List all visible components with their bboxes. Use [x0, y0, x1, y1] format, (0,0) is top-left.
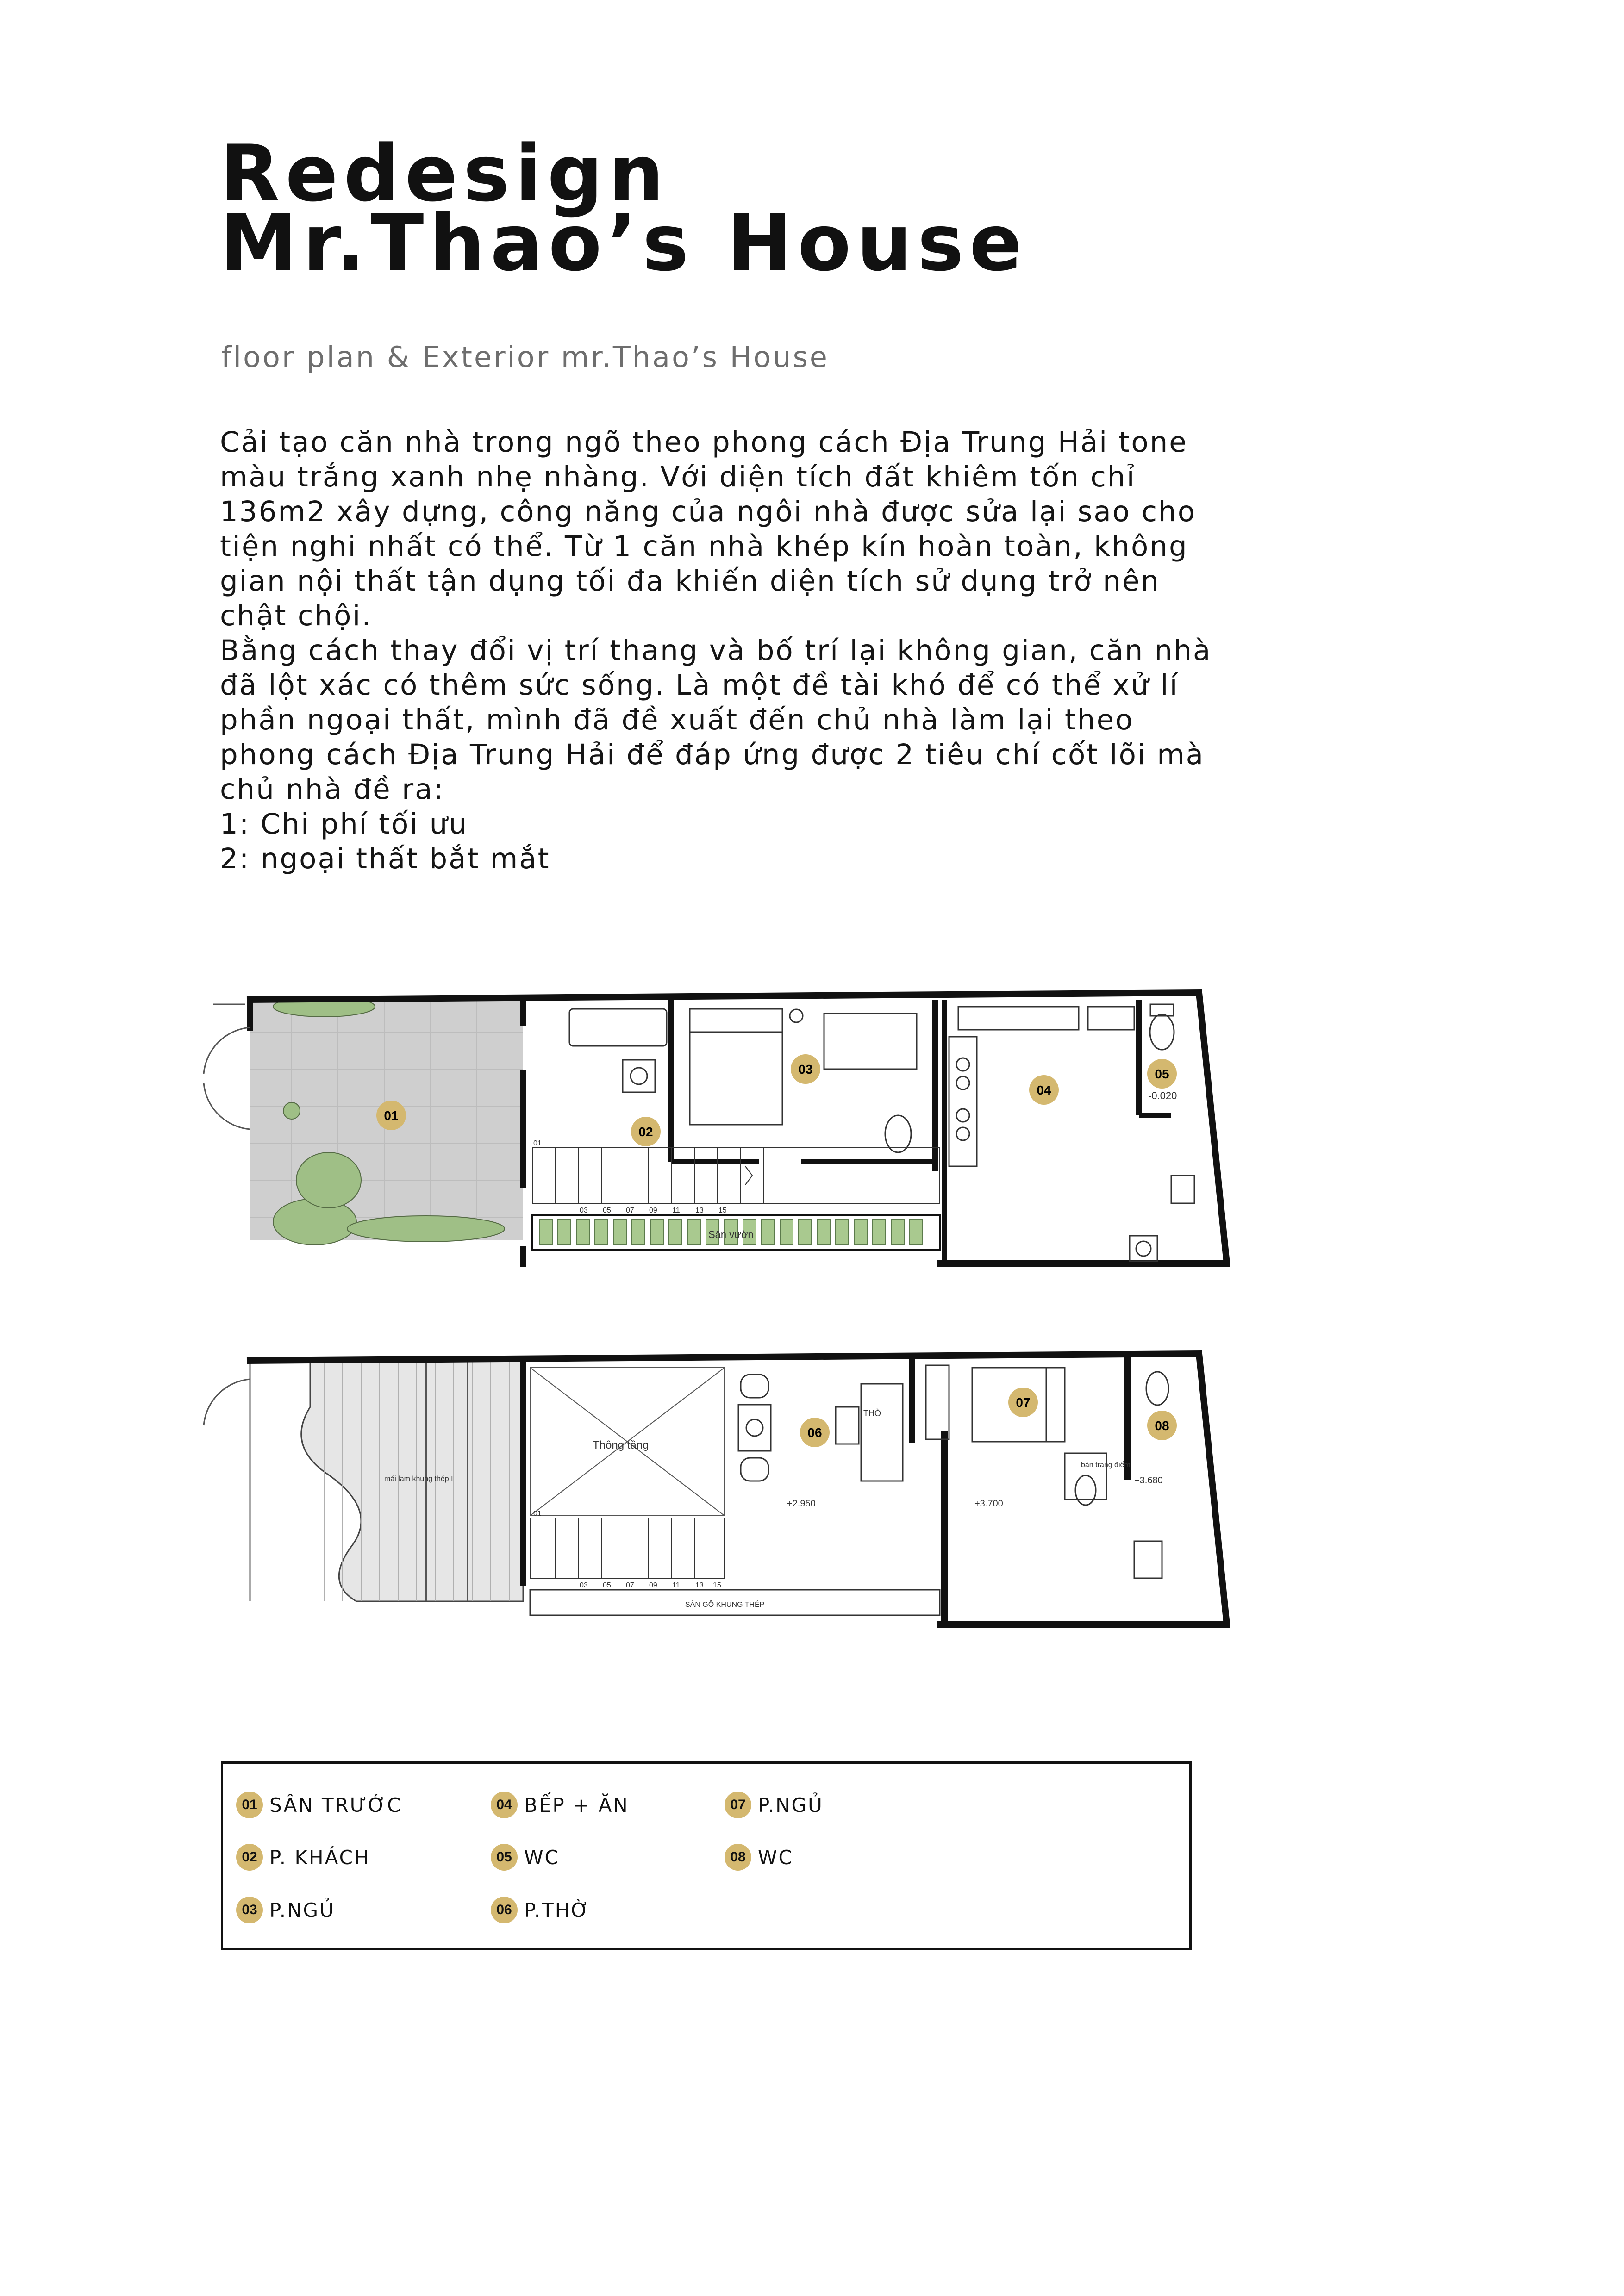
upper-stairs — [530, 1518, 725, 1578]
room-badge-07 — [1008, 1388, 1038, 1417]
legend-badge: 08 — [725, 1844, 751, 1871]
legend-badge: 04 — [491, 1792, 518, 1818]
room-badge-08 — [1147, 1411, 1177, 1440]
stair-number: 15 — [718, 1207, 727, 1214]
room-badge-05 — [1147, 1059, 1177, 1089]
altar-label: THỜ — [863, 1409, 882, 1418]
page-title — [220, 128, 1028, 288]
stair-number: 15 — [713, 1581, 721, 1589]
room-badge-03 — [791, 1054, 820, 1084]
description-line: tiện nghi nhất có thể. Từ 1 căn nhà khép kín hoàn toàn, không — [220, 530, 1188, 563]
svg-text:02: 02 — [638, 1125, 653, 1139]
stair-number: 01 — [533, 1139, 542, 1147]
level-mark: +3.700 — [974, 1499, 1003, 1509]
legend-label: P.NGỦ — [269, 1898, 335, 1922]
level-mark: +3.680 — [1134, 1475, 1163, 1486]
stair-number: 05 — [603, 1207, 611, 1214]
svg-text:01: 01 — [384, 1108, 399, 1123]
page-subtitle: floor plan & Exterior mr.Thao’s House — [221, 340, 829, 374]
legend-label: P.NGỦ — [758, 1793, 824, 1817]
legend-item — [491, 1792, 629, 1818]
stair-number: 01 — [533, 1510, 542, 1518]
description-line: chật chội. — [220, 599, 372, 632]
stair-number: 11 — [672, 1581, 680, 1589]
upper-floor-plan — [185, 1324, 1250, 1629]
svg-text:05: 05 — [1155, 1067, 1169, 1081]
bedroom-07-furniture — [926, 1365, 1106, 1505]
title-line-2: Mr.Thao’s House — [220, 198, 1028, 288]
stair-number: 03 — [580, 1207, 588, 1214]
room-badge-01 — [376, 1101, 406, 1130]
description-line: màu trắng xanh nhẹ nhàng. Với diện tích đất khiêm tốn chỉ — [220, 460, 1136, 493]
svg-text:04: 04 — [1037, 1083, 1051, 1097]
svg-text:07: 07 — [1016, 1395, 1031, 1410]
legend-item — [725, 1792, 824, 1818]
kitchen-furniture — [949, 1007, 1194, 1261]
stair-number: 13 — [695, 1581, 704, 1589]
stair-number: 03 — [580, 1581, 588, 1589]
legend-label: WC — [758, 1846, 793, 1869]
legend-item — [491, 1844, 560, 1871]
legend-label: BẾP + ĂN — [524, 1793, 629, 1817]
legend-item — [236, 1792, 402, 1818]
stair-number: 09 — [649, 1581, 657, 1589]
room-badge-04 — [1029, 1075, 1059, 1105]
legend-badge: 01 — [236, 1792, 263, 1818]
stair-number: 09 — [649, 1207, 657, 1214]
legend-item — [236, 1897, 335, 1923]
svg-text:08: 08 — [1155, 1419, 1169, 1433]
stair-number: 13 — [695, 1207, 704, 1214]
stair-number: 05 — [603, 1581, 611, 1589]
description-line: phần ngoại thất, mình đã đề xuất đến chủ nhà làm lại theo — [220, 703, 1134, 736]
legend-badge: 07 — [725, 1792, 751, 1818]
ground-stairs — [532, 1148, 940, 1203]
legend-item — [491, 1897, 590, 1923]
legend-badge: 06 — [491, 1897, 518, 1923]
legend-label: WC — [524, 1846, 560, 1869]
stair-number: 11 — [672, 1207, 680, 1214]
level-mark: +2.950 — [787, 1499, 816, 1509]
svg-text:06: 06 — [807, 1425, 822, 1440]
ground-floor-plan — [185, 963, 1250, 1268]
wc-08-fixtures — [1134, 1372, 1168, 1578]
legend-badge: 05 — [491, 1844, 518, 1871]
description-line: gian nội thất tận dụng tối đa khiến diện tích sử dụng trở nên — [220, 565, 1161, 597]
vanity-label: bàn trang điểm — [1081, 1461, 1131, 1469]
stair-number: 07 — [626, 1207, 634, 1214]
entrance-doors — [204, 1004, 250, 1129]
description-line: phong cách Địa Trung Hải để đáp ứng được 2 tiêu chí cốt lõi mà — [220, 738, 1205, 771]
wc-fixtures — [1150, 1004, 1174, 1050]
balcony-doors — [204, 1361, 250, 1601]
legend-item — [236, 1844, 370, 1871]
room-badge-02 — [631, 1117, 661, 1146]
room-badge-06 — [800, 1418, 830, 1447]
description-line: 2: ngoại thất bắt mắt — [220, 842, 550, 875]
stair-number: 07 — [626, 1581, 634, 1589]
living-furniture — [569, 1009, 667, 1092]
garden-label: Sân vườn — [708, 1229, 754, 1240]
legend-label: P.THỜ — [524, 1898, 590, 1922]
legend-item — [725, 1844, 793, 1871]
room-legend — [221, 1761, 1192, 1950]
legend-badge: 03 — [236, 1897, 263, 1923]
svg-text:03: 03 — [798, 1062, 813, 1076]
legend-badge: 02 — [236, 1844, 263, 1871]
level-mark: -0.020 — [1148, 1090, 1177, 1101]
deck-label: SÀN GỖ KHUNG THÉP — [685, 1601, 765, 1609]
description-text — [220, 425, 1285, 876]
legend-label: SÂN TRƯỚC — [269, 1793, 402, 1817]
roof-label: mái lam khung thép I — [384, 1475, 453, 1483]
description-line: 136m2 xây dựng, công năng của ngôi nhà được sửa lại sao cho — [220, 495, 1197, 528]
description-line: chủ nhà đề ra: — [220, 773, 444, 806]
description-line: Bằng cách thay đổi vị trí thang và bố trí lại không gian, căn nhà — [220, 634, 1212, 667]
legend-label: P. KHÁCH — [269, 1846, 370, 1869]
description-line: 1: Chi phí tối ưu — [220, 808, 468, 840]
description-line: đã lột xác có thêm sức sống. Là một đề tài khó để có thể xử lí — [220, 669, 1179, 702]
void-label: Thông tầng — [593, 1439, 649, 1451]
title-line-1: Redesign — [220, 128, 669, 219]
description-line: Cải tạo căn nhà trong ngõ theo phong cách Địa Trung Hải tone — [220, 426, 1188, 459]
